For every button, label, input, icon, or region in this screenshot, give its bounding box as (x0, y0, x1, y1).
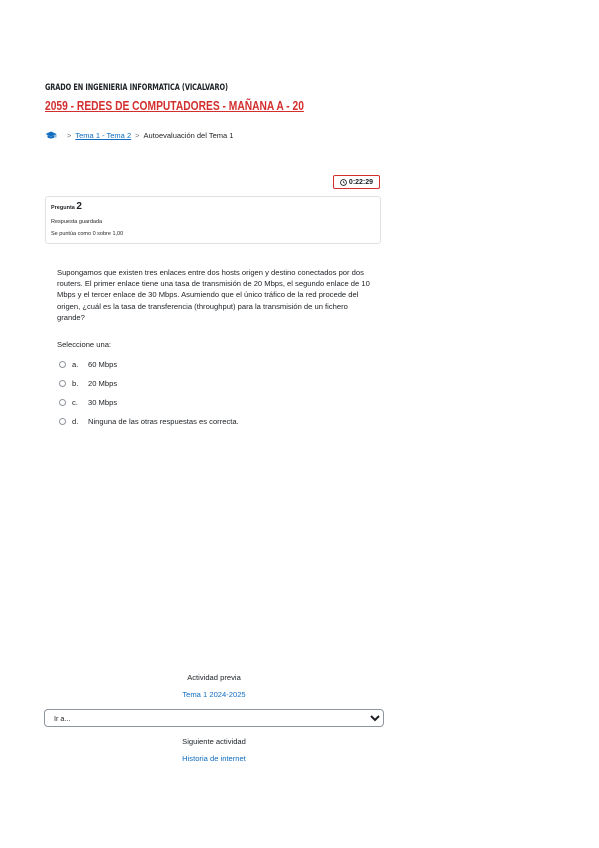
answer-option-c[interactable] (59, 393, 239, 412)
radio-button[interactable] (59, 361, 66, 368)
option-letter: a. (72, 360, 79, 369)
breadcrumb (45, 131, 233, 140)
course-category: GRADO EN INGENIERIA INFORMATICA (VICALVARO) (45, 83, 228, 93)
breadcrumb-separator: > (135, 131, 140, 140)
option-letter: d. (72, 417, 79, 426)
question-status: Respuesta guardada (51, 219, 103, 225)
question-text: Supongamos que existen tres enlaces entre dos hosts origen y destino conectados por dos routers. El primer enlace tiene una tasa de transmisión de 20 Mbps, el segundo enlace de 10 Mbps y el tercer enlace de 30 Mbps. Asumiendo que el único tráfico de la red procede del origen, ¿cuál es la tasa de transferencia (throughput) para la transmisión de un fichero grande? (57, 268, 370, 322)
previous-activity-link[interactable]: Tema 1 2024-2025 (182, 690, 246, 699)
answer-option-b[interactable] (59, 374, 239, 393)
question-heading (51, 201, 82, 212)
option-text: Ninguna de las otras respuestas es correcta. (88, 417, 239, 426)
breadcrumb-link-tema[interactable]: Tema 1 - Tema 2 (75, 131, 132, 140)
option-text: 60 Mbps (88, 360, 118, 369)
radio-button[interactable] (59, 380, 66, 387)
radio-button[interactable] (59, 418, 66, 425)
question-info-panel (45, 196, 381, 244)
answer-options (59, 355, 239, 431)
course-title-link[interactable]: 2059 - REDES DE COMPUTADORES - MAÑANA A - 20 (45, 99, 304, 113)
graduation-cap-icon[interactable] (45, 131, 57, 140)
next-activity-label: Siguiente actividad (182, 737, 246, 746)
quiz-timer[interactable] (333, 175, 380, 189)
option-text: 20 Mbps (88, 379, 118, 388)
breadcrumb-current: Autoevaluación del Tema 1 (143, 131, 234, 140)
radio-button[interactable] (59, 399, 66, 406)
question-number: 2 (76, 201, 82, 212)
question-grade: Se puntúa como 0 sobre 1,00 (51, 231, 124, 237)
breadcrumb-separator: > (67, 131, 72, 140)
select-one-label: Seleccione una: (57, 340, 112, 349)
previous-activity-label: Actividad previa (187, 673, 241, 682)
option-letter: b. (72, 379, 79, 388)
answer-option-d[interactable] (59, 412, 239, 431)
next-activity-link[interactable]: Historia de internet (182, 754, 246, 763)
timer-value: 0:22:29 (348, 178, 374, 186)
jump-to-select[interactable] (44, 709, 384, 727)
option-letter: c. (72, 398, 78, 407)
question-label: Pregunta (51, 205, 75, 211)
clock-icon (340, 179, 347, 186)
option-text: 30 Mbps (88, 398, 118, 407)
answer-option-a[interactable] (59, 355, 239, 374)
